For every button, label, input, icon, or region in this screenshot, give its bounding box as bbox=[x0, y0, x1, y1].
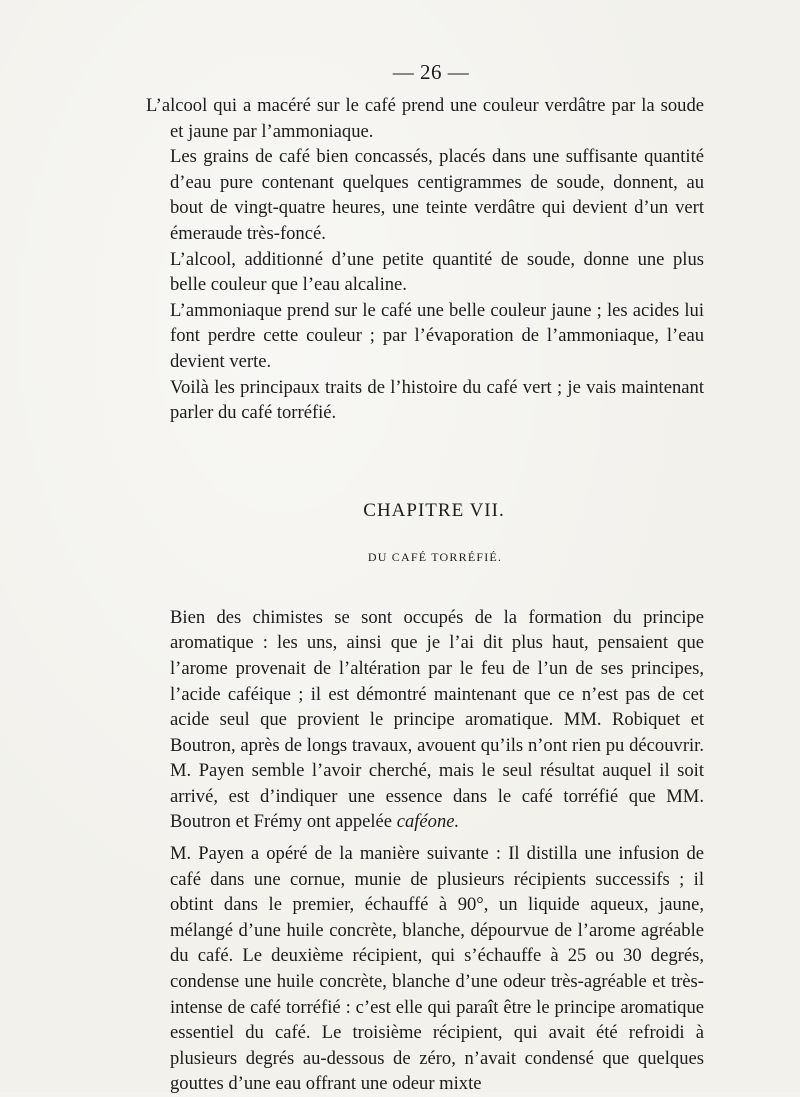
paragraph-5: Voilà les principaux traits de l’histoire du café vert ; je vais maintenant parler du café torréfié. bbox=[170, 376, 704, 424]
paragraph-3: L’alcool, additionné d’une petite quantité de soude, donne une plus belle couleur que l’eau alcaline. bbox=[170, 248, 704, 296]
body-text-top bbox=[146, 93, 704, 426]
paragraph-1: L’alcool qui a macéré sur le café prend une couleur verdâtre par la soude et jaune par l’ammoniaque. bbox=[146, 95, 704, 142]
body-text-bottom bbox=[146, 605, 704, 1097]
cafeone-term: caféone. bbox=[396, 811, 460, 833]
paragraph-4: L’ammoniaque prend sur le café une belle couleur jaune ; les acides lui font perdre cette couleur ; par l’évaporation de l’ammoniaque, l’eau devient verte. bbox=[170, 299, 704, 372]
paragraph-6 bbox=[146, 605, 704, 835]
paragraph-6-text: Bien des chimistes se sont occupés de la formation du principe aromatique : les uns, ainsi que je l’ai dit plus haut, pensaient que l’arome provenait de l’altération par le feu de l’un de ses principes, l’acide caféique ; il est démontré maintenant que ce n’est pas de cet acide seul que provient le principe aromatique. MM. Robiquet et Boutron, après de longs travaux, avouent qu’ils n’ont rien pu découvrir. M. Payen semble l’avoir cherché, mais le seul résultat auquel il soit arrivé, est d’indiquer une essence dans le café torréfié que MM. Boutron et Frémy ont appelée bbox=[170, 606, 704, 833]
section-title: DU CAFÉ TORRÉFIÉ. bbox=[367, 549, 503, 564]
page-number: — 26 — bbox=[392, 60, 470, 84]
paragraph-7: M. Payen a opéré de la manière suivante : Il distilla une infusion de café dans une cornue, munie de plusieurs récipients successifs ; il obtint dans le premier, échauffé à 90°, un liquide aqueux, jaune, mélangé d’une huile concrète, blanche, dépourvue de l’arome agréable du café. Le deuxième récipient, qui s’échauffe à 25 ou 30 degrés, condense une huile concrète, blanche d’une odeur très-agréable et très-intense de café torréfié : c’est elle qui paraît être le principe aromatique essentiel du café. Le troisième récipient, qui avait été refroidi à plusieurs degrés au-dessous de zéro, n’avait condensé que quelques gouttes d’une eau offrant une odeur mixte bbox=[170, 843, 704, 1095]
chapter-title: CHAPITRE VII. bbox=[363, 499, 505, 521]
paragraph-2: Les grains de café bien concassés, placés dans une suffisante quantité d’eau pure contenant quelques centigrammes de soude, donnent, au bout de vingt-quatre heures, une teinte verdâtre qui devient d’un vert émeraude très-foncé. bbox=[170, 146, 704, 244]
